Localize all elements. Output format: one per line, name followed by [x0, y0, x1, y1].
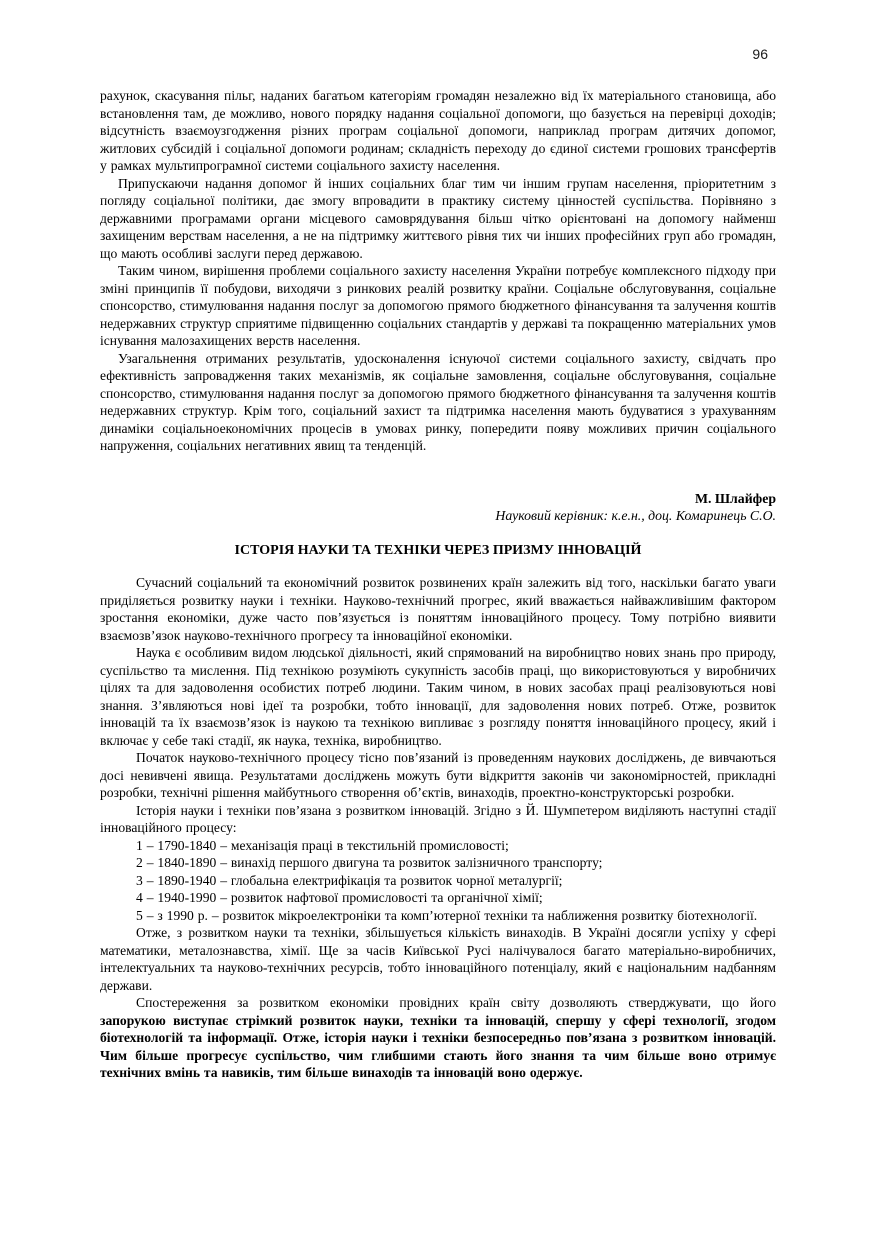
- article2-paragraph: Отже, з розвитком науки та техніки, збільшується кількість винаходів. В Україні досягли успіху у сфері математики, металознавства, хімії. Ще за часів Київської Русі налічувалося багато матеріально-виробничих, інтелектуальних та науково-технічних ресурсів, тобто інноваційного потенціалу, який є національним надбанням держави.: [100, 925, 776, 993]
- article2-paragraph: Сучасний соціальний та економічний розвиток розвинених країн залежить від того, наскільки багато уваги приділяється розвитку науки і техніки. Науково-технічний прогрес, який вважається найважливішим фактором зростання економіки, дуже часто пов’язується із поняттям інноваційного процесу. Тому потрібно виявити взаємозв’язок науково-технічного прогресу та інноваційної економіки.: [100, 575, 776, 643]
- innovation-stage-list-item: 1 – 1790-1840 – механізація праці в текстильній промисловості;: [136, 837, 509, 853]
- supervisor-credit: Науковий керівник: к.е.н., доц. Комаринець С.О.: [495, 508, 776, 523]
- final-paragraph-bold-text: запорукою виступає стрімкий розвиток науки, техніки та інновацій, спершу у сфері технології, згодом біотехнологій та інформації. Отже, історія науки і техніки безпосередньо пов’язана з розвитком інновацій. Чим більше прогресує суспільство, чим глибшими стають його знання та чим більше воно отримує технічних вмінь та навиків, тим більше винаходів та інновацій воно одержує.: [100, 1012, 776, 1080]
- article2-paragraph: Історія науки і техніки пов’язана з розвитком інновацій. Згідно з Й. Шумпетером виділяють наступні стадії інноваційного процесу:: [100, 802, 776, 835]
- innovation-stage-list-item: 4 – 1940-1990 – розвиток нафтової промисловості та органічної хімії;: [136, 890, 543, 905]
- article2-paragraph: Початок науково-технічного процесу тісно пов’язаний із проведенням наукових досліджень, де вивчаються досі невивчені явища. Результатами досліджень можуть бути відкриття законів чи закономірностей, прикладні розробки, технічні рішення майбутнього створення об’єктів, винаходів, проектно-конструкторські розробки.: [100, 750, 776, 800]
- author-block: [100, 490, 776, 525]
- innovation-stage-list-item: 5 – з 1990 р. – розвиток мікроелектроніки та комп’ютерної техніки та наближення розвитку біотехнології.: [136, 907, 758, 923]
- article1-paragraph: Таким чином, вирішення проблеми соціального захисту населення України потребує комплексного підходу при зміні принципів її побудови, виходячи з ринкових реалій розвитку країни. Соціальне обслуговування, соціальне спонсорство, стимулювання надання послуг за допомогою прямого бюджетного фінансування та залучення коштів недержавних структур сприятиме підвищенню соціальних стандартів у державі та покращенню матеріальних умов існування малозахищених верств населення.: [100, 263, 776, 348]
- article1-paragraph: Припускаючи надання допомог й інших соціальних благ тим чи іншим групам населення, пріоритетним з погляду соціальної політики, дає змогу впровадити в практику систему цінностей суспільства. Порівняно з державними програмами органи місцевого самоврядування більш чітко орієнтовані на допомогу найменш захищеним верствам населення, а не на підтримку життєвого рівня тих чи інших професійних груп або громадян, що мають особливі заслуги перед державою.: [100, 175, 776, 261]
- final-paragraph-normal-text: Спостереження за розвитком економіки провідних країн світу дозволяють стверджувати, що його: [136, 995, 776, 1010]
- article2-final-paragraph: [100, 994, 776, 1082]
- innovation-stage-list-item: 3 – 1890-1940 – глобальна електрифікація та розвиток чорної металургії;: [136, 872, 563, 888]
- article-title: ІСТОРІЯ НАУКИ ТА ТЕХНІКИ ЧЕРЕЗ ПРИЗМУ ІННОВАЦІЙ: [234, 542, 642, 558]
- article2-paragraph: Наука є особливим видом людської діяльності, який спрямований на виробництво нових знань про природу, суспільство та мислення. Під технікою розуміють сукупність засобів праці, що використовуються у виробничих цілях та для задоволення особистих потреб людини. Таким чином, в нових засобах праці реалізовуються нові знання. З’являються нові ідеї та розробки, тобто інновації, для задоволення нових потреб. Отже, розвиток інновацій та їх взаємозв’язок із наукою та технікою випливає з розгляду поняття інноваційного процесу, який і включає у себе такі стадії, як наука, техніка, виробництво.: [100, 645, 776, 748]
- page-number: 96: [752, 46, 768, 62]
- innovation-stage-list-item: 2 – 1840-1890 – винахід першого двигуна та розвиток залізничного транспорту;: [136, 855, 603, 870]
- page-content: [100, 87, 776, 1082]
- article1-paragraph: Узагальнення отриманих результатів, удосконалення існуючої системи соціального захисту, свідчать про ефективність запровадження таких механізмів, як соціальне замовлення, соціальне обслуговування, соціальне спонсорство, стимулювання надання послуг за допомогою прямого бюджетного фінансування та залучення коштів недержавних структур. Крім того, соціальний захист та підтримка населення мають будуватися з урахуванням динаміки соціальноекономічних процесів в умовах ринку, попередити появу можливих причин соціального напруження, соціальних негативних явищ та тенденцій.: [100, 350, 776, 453]
- article1-paragraph-continuation: рахунок, скасування пільг, наданих багатьом категоріям громадян незалежно від їх матеріального становища, або встановлення там, де можливо, нового порядку надання соціальної допомоги, що базується на перевірці доходів; відсутність взаємоузгодження різних програм соціальної допомоги, наприклад програм дитячих допомог, житлових субсидій і соціальної допомоги родинам; складність переходу до єдиної системи грошових трансфертів у рамках мультипрограмної системи соціального захисту населення.: [100, 88, 776, 173]
- author-name: М. Шлайфер: [694, 490, 776, 506]
